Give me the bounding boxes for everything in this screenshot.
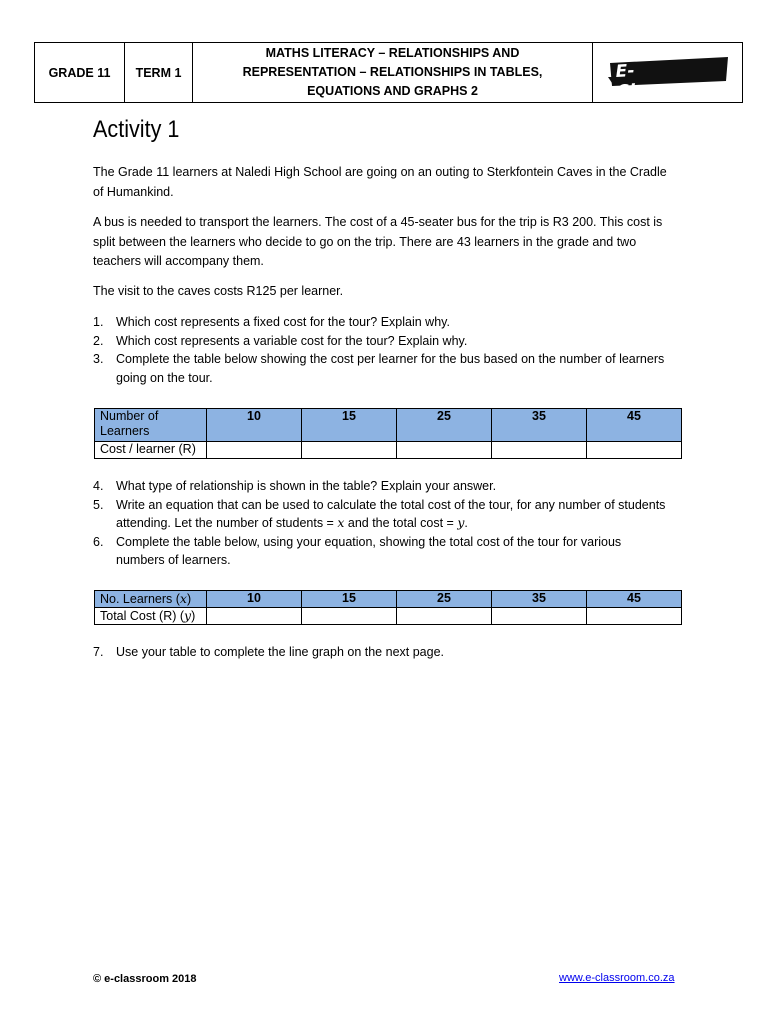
header-label-text: No. Learners ( bbox=[100, 592, 180, 606]
title-line-1: MATHS LITERACY – RELATIONSHIPS AND bbox=[265, 46, 520, 60]
document-title bbox=[193, 43, 593, 103]
question-list-2 bbox=[93, 477, 673, 570]
answer-cell[interactable] bbox=[492, 608, 587, 625]
question-text: . bbox=[464, 516, 468, 530]
logo-cell bbox=[593, 43, 743, 103]
question-text: Which cost represents a variable cost for the tour? Explain why. bbox=[116, 333, 468, 348]
question-number: 1. bbox=[93, 315, 104, 329]
table-header-value: 15 bbox=[302, 591, 397, 608]
caves-paragraph: The visit to the caves costs R125 per learner. bbox=[93, 284, 344, 298]
question-number: 7. bbox=[93, 645, 104, 659]
question-list-1 bbox=[93, 313, 673, 387]
table-header-value: 45 bbox=[587, 591, 682, 608]
question-item bbox=[93, 643, 673, 662]
variable-y: y bbox=[457, 515, 465, 530]
e-classroom-logo bbox=[606, 55, 730, 103]
footer-website-link[interactable]: www.e-classroom.co.za bbox=[559, 972, 675, 984]
answer-cell[interactable] bbox=[587, 442, 682, 459]
table-header-value: 10 bbox=[207, 409, 302, 442]
table-header-value: 45 bbox=[587, 409, 682, 442]
term-cell: TERM 1 bbox=[125, 43, 193, 103]
table-header-value: 25 bbox=[397, 591, 492, 608]
question-item bbox=[93, 350, 673, 387]
question-number: 6. bbox=[93, 534, 104, 549]
title-line-3: EQUATIONS AND GRAPHS 2 bbox=[307, 84, 478, 98]
answer-cell[interactable] bbox=[397, 442, 492, 459]
question-number: 3. bbox=[93, 352, 104, 366]
answer-cell[interactable] bbox=[587, 608, 682, 625]
question-text: Complete the table below showing the cost per learner for the bus based on the number of learners going on the tour. bbox=[116, 352, 665, 385]
question-list-3 bbox=[93, 643, 673, 662]
document-header bbox=[34, 42, 743, 103]
title-line-2: REPRESENTATION – RELATIONSHIPS IN TABLES, bbox=[242, 65, 543, 79]
table-header-value: 10 bbox=[207, 591, 302, 608]
variable-y: y bbox=[184, 608, 192, 623]
question-item bbox=[93, 533, 673, 570]
answer-cell[interactable] bbox=[492, 442, 587, 459]
table-header-label: Number of Learners bbox=[95, 409, 207, 442]
question-text: Complete the table below, using your equation, showing the total cost of the tour for various numbers of learners. bbox=[116, 534, 622, 567]
logo-text: E-Classroom bbox=[614, 61, 719, 103]
question-item bbox=[93, 496, 673, 533]
table-row bbox=[95, 442, 682, 459]
question-number: 4. bbox=[93, 479, 104, 493]
table-row-label: Cost / learner (R) bbox=[95, 442, 207, 459]
table-header-value: 25 bbox=[397, 409, 492, 442]
activity-title: Activity 1 bbox=[93, 116, 180, 143]
header-label-close: ) bbox=[186, 592, 192, 606]
table-header-value: 35 bbox=[492, 591, 587, 608]
question-number: 5. bbox=[93, 497, 104, 512]
footer-copyright: © e-classroom 2018 bbox=[93, 973, 197, 985]
table-header-value: 15 bbox=[302, 409, 397, 442]
cost-per-learner-table bbox=[94, 408, 682, 459]
table-header-row bbox=[95, 409, 682, 442]
table-header-value: 35 bbox=[492, 409, 587, 442]
answer-cell[interactable] bbox=[207, 442, 302, 459]
answer-cell[interactable] bbox=[302, 442, 397, 459]
question-item bbox=[93, 477, 673, 496]
bus-paragraph: A bus is needed to transport the learners. The cost of a 45-seater bus for the trip is R3 200. This cost is split between the learners who decide to go on the trip. There are 43 learners in the grade and two teachers will accompany them. bbox=[93, 215, 663, 268]
question-item bbox=[93, 313, 673, 332]
intro-paragraph: The Grade 11 learners at Naledi High School are going on an outing to Sterkfontein Caves in the Cradle of Humankind. bbox=[93, 165, 667, 199]
variable-x: x bbox=[337, 515, 345, 530]
question-text: Write an equation that can be used to calculate the total cost of the tour, for any number of students attending. Let the number of students = bbox=[116, 497, 666, 530]
answer-cell[interactable] bbox=[302, 608, 397, 625]
question-number: 2. bbox=[93, 333, 104, 348]
table-header-row bbox=[95, 591, 682, 608]
table-row bbox=[95, 608, 682, 625]
grade-cell: GRADE 11 bbox=[35, 43, 125, 103]
answer-cell[interactable] bbox=[397, 608, 492, 625]
total-cost-table bbox=[94, 590, 682, 625]
question-text: What type of relationship is shown in the table? Explain your answer. bbox=[116, 479, 497, 493]
question-text: and the total cost = bbox=[344, 516, 458, 530]
variable-x: x bbox=[179, 591, 187, 606]
row-label-text: Total Cost (R) ( bbox=[100, 609, 185, 623]
question-text: Use your table to complete the line graph on the next page. bbox=[116, 645, 444, 659]
table-row-label bbox=[95, 608, 207, 625]
answer-cell[interactable] bbox=[207, 608, 302, 625]
row-label-close: ) bbox=[191, 609, 196, 623]
question-item bbox=[93, 332, 673, 351]
question-text: Which cost represents a fixed cost for the tour? Explain why. bbox=[116, 315, 450, 329]
table-header-label bbox=[95, 591, 207, 608]
